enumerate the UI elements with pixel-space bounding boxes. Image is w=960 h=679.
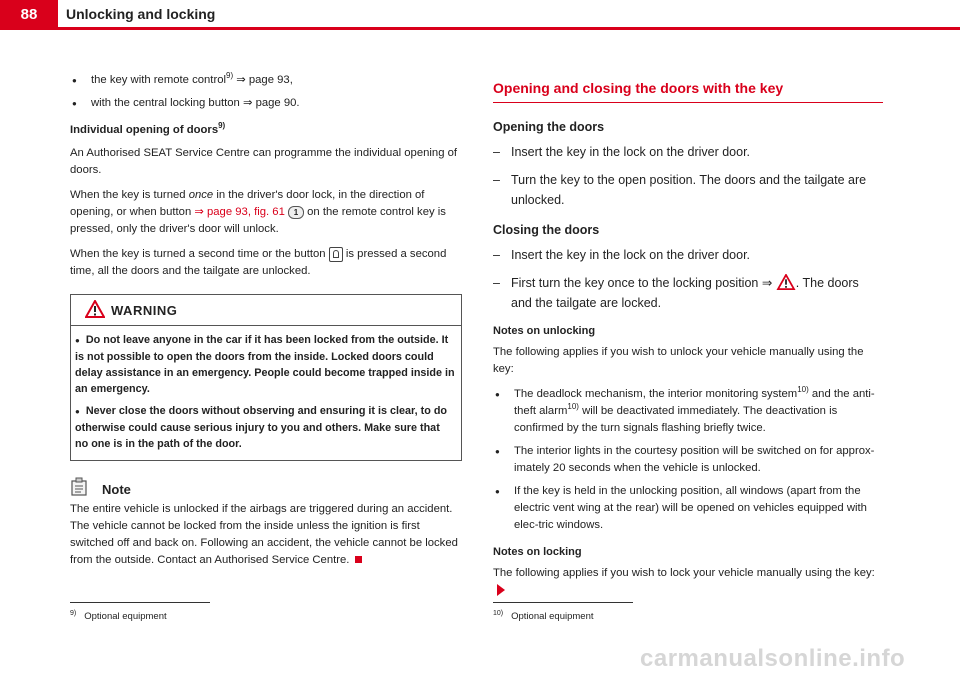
list-item: ● The interior lights in the courtesy position will be switched on for approx-imately 20 seconds when the vehicle is unlocked. <box>493 443 883 477</box>
warning-triangle-icon <box>85 300 105 318</box>
watermark: carmanualsonline.info <box>640 645 906 672</box>
paragraph: An Authorised SEAT Service Centre can programme the individual opening of doors. <box>70 147 458 176</box>
warning-box <box>70 294 462 461</box>
text-run: . The doors and the tailgate are locked. <box>511 276 859 310</box>
note-text: The entire vehicle is unlocked if the airbags are triggered during an accident. The vehicle cannot be locked from the inside unless the ignition is first switched off and back on. Following an accident, the vehicle cannot be locked from the outside. Contact an Authorised Service Centre. <box>70 503 458 566</box>
page-header <box>0 0 960 30</box>
text-run: in the driver's door lock, in the direction of opening, or when button <box>70 189 425 218</box>
end-of-section-icon <box>355 556 362 563</box>
note-body <box>70 501 462 569</box>
warning-text: Do not leave anyone in the car if it has been locked from the outside. It is not possible to open the doors from the inside. Locked doors could delay assistance in an emergency. People could become trapped inside in an emergency. <box>75 334 455 395</box>
list-item <box>70 95 462 112</box>
unlock-notes-heading: Notes on unlocking <box>493 325 596 337</box>
list-item <box>70 72 462 89</box>
subheading <box>70 122 462 139</box>
warning-item: ● Never close the doors without observing and ensuring it is clear, to do otherwise could cause serious injury to you and others. Make sure that no one is in the path of the door. <box>75 405 448 450</box>
footnote-rule <box>70 602 210 603</box>
subheading-text: Individual opening of doors <box>70 124 219 136</box>
footnote-ref[interactable]: 10) <box>797 385 809 395</box>
footnote-ref[interactable]: 10) <box>567 402 579 412</box>
text-run: When the key is turned a second time or the button <box>70 248 329 260</box>
warning-triangle-icon <box>776 274 796 290</box>
section-title: Opening and closing the doors with the key <box>493 80 784 96</box>
page-number: 88 <box>0 0 58 30</box>
callout-number-badge: 1 <box>288 206 304 219</box>
footnote-right <box>493 602 633 622</box>
paragraph <box>70 246 462 280</box>
list-item <box>493 386 883 437</box>
warning-text: Never close the doors without observing and ensuring it is clear, to do otherwise could cause serious injury to you and others. Make sure that no one is in the path of the door. <box>75 405 448 450</box>
step-item <box>493 273 883 313</box>
text-run: The following applies if you wish to lock your vehicle manually using the key: <box>493 567 875 579</box>
text-run: and the anti-theft alarm <box>514 388 875 417</box>
footnote-left <box>70 602 210 622</box>
bullet-text: with the central locking button ⇒ page 90. <box>91 97 300 109</box>
warning-item: ● Do not leave anyone in the car if it has been locked from the outside. It is not possible to open the doors from the inside. Locked doors could delay assistance in an emergency. People could become trapped inside in an emergency. <box>75 334 455 395</box>
paragraph <box>70 187 462 238</box>
text-run: on the remote control key is pressed, only the driver's door will unlock. <box>70 206 446 235</box>
left-column <box>70 72 462 569</box>
step-item: – Insert the key in the lock on the driver door. <box>493 245 883 265</box>
paragraph <box>493 565 883 599</box>
text-run: will be deactivated immediately. The deactivation is confirmed by the turn signals flashing briefly twice. <box>514 405 838 434</box>
warning-label: WARNING <box>111 303 178 318</box>
list-item: ● If the key is held in the unlocking position, all windows (apart from the electric vent wing at the rear) will be opened on vehicles equipped with elec-tric windows. <box>493 483 883 534</box>
footnote-mark: 10) <box>493 609 504 617</box>
lock-button-icon <box>329 247 343 262</box>
step-item: – Insert the key in the lock on the driver door. <box>493 142 883 162</box>
footnote-ref[interactable]: 9) <box>218 121 226 131</box>
opening-heading: Opening the doors <box>493 120 605 134</box>
note-header <box>70 477 462 501</box>
closing-heading: Closing the doors <box>493 223 600 237</box>
step-item: – Turn the key to the open position. The doors and the tailgate are unlocked. <box>493 170 883 210</box>
header-rule <box>58 27 960 30</box>
text-run: is pressed a second time, all the doors and the tailgate are unlocked. <box>70 248 447 277</box>
text-run: The deadlock mechanism, the interior monitoring system <box>514 388 798 400</box>
emphasis-text: once <box>188 189 214 201</box>
bullet-text: the key with remote control <box>91 74 226 86</box>
page-ref: ⇒ page 93, <box>236 74 293 86</box>
footnote-text: Optional equipment <box>84 611 167 622</box>
note-label: Note <box>102 482 131 497</box>
footnote-rule <box>493 602 633 603</box>
warning-header <box>71 295 461 326</box>
section-rule <box>493 102 883 103</box>
figure-link[interactable]: ⇒ page 93, fig. 61 <box>194 206 285 218</box>
page-title: Unlocking and locking <box>66 6 216 22</box>
lock-notes-heading: Notes on locking <box>493 546 582 558</box>
right-column <box>493 72 883 607</box>
text-run: First turn the key once to the locking position ⇒ <box>511 276 776 290</box>
footnote-ref[interactable]: 9) <box>226 71 234 81</box>
footnote-mark: 9) <box>70 609 77 617</box>
warning-body <box>71 326 461 460</box>
text-run: When the key is turned <box>70 189 189 201</box>
note-icon <box>70 477 90 497</box>
paragraph: The following applies if you wish to unlock your vehicle manually using the key: <box>493 346 864 375</box>
footnote-text: Optional equipment <box>511 611 594 622</box>
continue-arrow-icon[interactable] <box>497 584 505 596</box>
